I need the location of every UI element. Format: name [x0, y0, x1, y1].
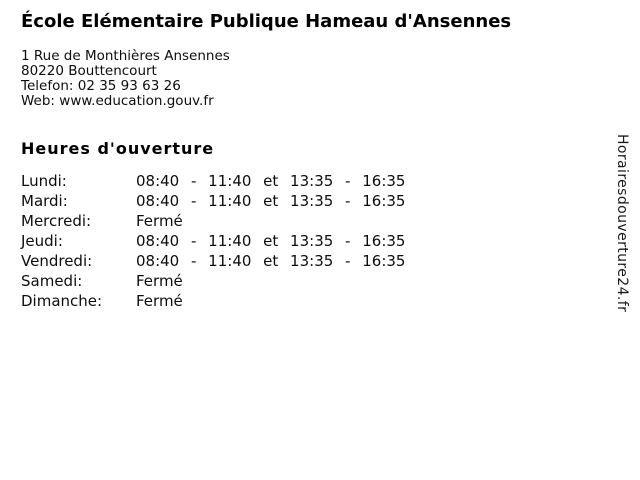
opening-hours-table: [21, 171, 405, 311]
web-value: www.education.gouv.fr: [59, 93, 214, 109]
opening-hours-heading: Heures d'ouverture: [21, 139, 215, 158]
web-label: Web:: [21, 93, 55, 109]
hours-value: 08:40 - 11:40 et 13:35 - 16:35: [136, 172, 406, 190]
hours-value: Fermé: [136, 292, 183, 310]
hours-row-friday: [21, 251, 405, 271]
day-label: Mercredi:: [21, 212, 92, 230]
hours-row-sunday: [21, 291, 405, 311]
phone-value: 02 35 93 63 26: [77, 78, 181, 94]
contact-block: [21, 49, 230, 109]
phone-line: [21, 79, 230, 94]
address-line-city: 80220 Bouttencourt: [21, 63, 157, 79]
page-title: École Elémentaire Publique Hameau d'Ansennes: [21, 11, 512, 32]
hours-value: 08:40 - 11:40 et 13:35 - 16:35: [136, 192, 406, 210]
day-label: Mardi:: [21, 192, 68, 210]
hours-value: 08:40 - 11:40 et 13:35 - 16:35: [136, 252, 406, 270]
hours-row-tuesday: [21, 191, 405, 211]
hours-row-saturday: [21, 271, 405, 291]
day-label: Lundi:: [21, 172, 67, 190]
hours-row-thursday: [21, 231, 405, 251]
day-label: Samedi:: [21, 272, 83, 290]
watermark-vertical-text: Horairesdouverture24.fr: [614, 134, 630, 313]
day-label: Dimanche:: [21, 292, 103, 310]
web-line: [21, 94, 230, 109]
hours-row-monday: [21, 171, 405, 191]
address-line-street: 1 Rue de Monthières Ansennes: [21, 48, 230, 64]
phone-label: Telefon:: [21, 78, 74, 94]
hours-value: Fermé: [136, 212, 183, 230]
day-label: Jeudi:: [21, 232, 63, 250]
hours-value: Fermé: [136, 272, 183, 290]
hours-value: 08:40 - 11:40 et 13:35 - 16:35: [136, 232, 406, 250]
hours-row-wednesday: [21, 211, 405, 231]
day-label: Vendredi:: [21, 252, 93, 270]
